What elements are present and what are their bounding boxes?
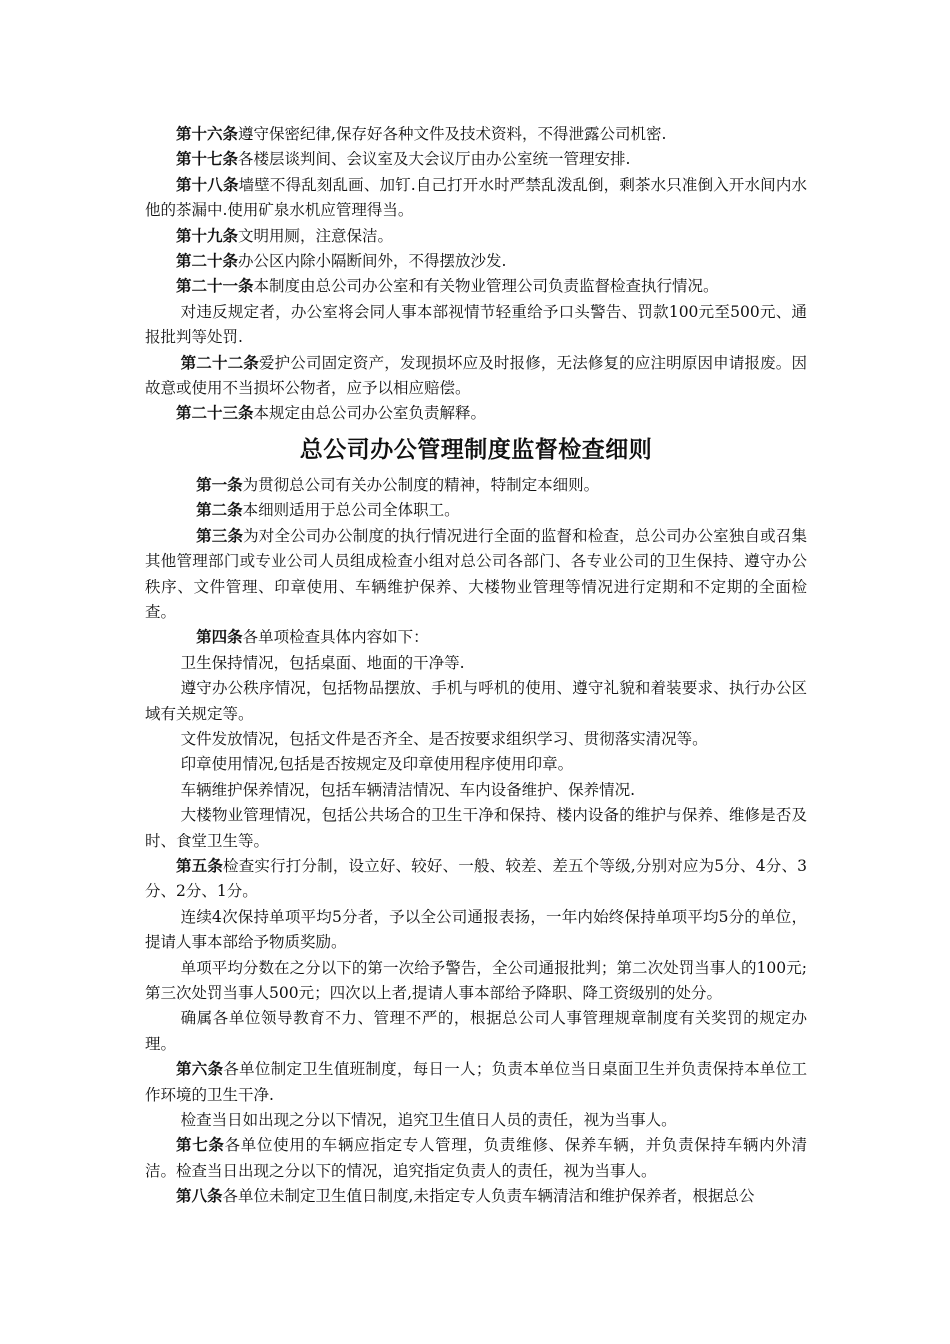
article-16: 第十六条遵守保密纪律,保存好各种文件及技术资料，不得泄露公司机密. [176, 125, 667, 143]
article-22: 第二十二条爱护公司固定资产，发现损坏应及时报修，无法修复的应注明原因申请报废。因故意或使用不当损坏公物者，应予以相应赔偿。 [145, 353, 807, 398]
reward-paragraph: 连续4次保持单项平均5分者，予以全公司通报表扬，一年内始终保持单项平均5分的单位，提请人事本部给予物质奖励。 [145, 907, 807, 952]
item-documents: 文件发放情况，包括文件是否齐全、是否按要求组织学习、贯彻落实清况等。 [180, 729, 708, 748]
document-title: 总公司办公管理制度监督检查细则 [299, 436, 653, 463]
leader-responsibility-paragraph: 确属各单位领导教育不力、管理不严的，根据总公司人事管理规章制度有关奖罚的规定办理。 [145, 1009, 807, 1053]
article-20: 第二十条办公区内除小隔断间外，不得摆放沙发. [176, 252, 507, 271]
article-8: 第八条各单位未制定卫生值日制度,未指定专人负责车辆清洁和维护保养者，根据总公 [176, 1187, 755, 1206]
article-19: 第十九条文明用厕，注意保洁。 [176, 226, 394, 245]
article-21: 第二十一条本制度由总公司办公室和有关物业管理公司负责监督检查执行情况。 [176, 277, 719, 296]
article-1: 第一条为贯彻总公司有关办公制度的精神，特制定本细则。 [196, 475, 600, 494]
article-17: 第十七条各楼层谈判间、会议室及大会议厅由办公室统一管理安排. [176, 150, 631, 169]
punishment-paragraph: 单项平均分数在之分以下的第一次给予警告，全公司通报批判；第二次处罚当事人的100元;第三次处罚当事人500元；四次以上者,提请人事本部给予降职、降工资级别的处分。 [145, 958, 807, 1002]
penalty-paragraph: 对违反规定者，办公室将会同人事本部视情节轻重给予口头警告、罚款100元至500元、通报批判等处罚. [145, 302, 807, 347]
item-seals: 印章使用情况,包括是否按规定及印章使用程序使用印章。 [180, 755, 574, 774]
article-4: 第四条各单项检查具体内容如下： [196, 628, 429, 647]
item-property: 大楼物业管理情况，包括公共场合的卫生干净和保持、楼内设备的维护与保养、维修是否及时、食堂卫生等。 [145, 806, 807, 850]
article-7: 第七条各单位使用的车辆应指定专人管理，负责维修、保养车辆，并负责保持车辆内外清洁。检查当日出现之分以下的情况，追究指定负责人的责任，视为当事人。 [145, 1136, 807, 1180]
article-2: 第二条本细则适用于总公司全体职工。 [196, 501, 460, 520]
article-3: 第三条为对全公司办公制度的执行情况进行全面的监督和检查，总公司办公室独自或召集其他管理部门或专业公司人员组成检查小组对总公司各部门、各专业公司的卫生保持、遵守办公秩序、文件管理、印章使用、车辆维护保养、大楼物业管理等情况进行定期和不定期的全面检查。 [145, 526, 807, 621]
item-hygiene: 卫生保持情况，包括桌面、地面的干净等. [180, 653, 465, 672]
item-vehicles: 车辆维护保养情况，包括车辆清洁情况、车内设备维护、保养情况. [180, 780, 636, 799]
article-5: 第五条检查实行打分制，设立好、较好、一般、较差、差五个等级,分别对应为5分、4分、3分、2分、1分。 [145, 856, 807, 901]
document-page [145, 122, 807, 1210]
article-18: 第十八条墙壁不得乱刻乱画、加钉.自己打开水时严禁乱泼乱倒，剩茶水只准倒入开水间内水他的茶漏中.使用矿泉水机应管理得当。 [145, 175, 807, 220]
item-office-order: 遵守办公秩序情况，包括物品摆放、手机与呼机的使用、遵守礼貌和着装要求、执行办公区域有关规定等。 [145, 679, 807, 723]
article-23: 第二十三条本规定由总公司办公室负责解释。 [176, 404, 487, 423]
duty-liability-paragraph: 检查当日如出现之分以下情况，追究卫生值日人员的责任，视为当事人。 [180, 1111, 677, 1130]
section-office-rules [145, 122, 807, 427]
article-6: 第六条各单位制定卫生值班制度，每日一人；负责本单位当日桌面卫生并负责保持本单位工作环境的卫生干净. [145, 1060, 807, 1104]
section-inspection-rules [145, 473, 807, 1210]
